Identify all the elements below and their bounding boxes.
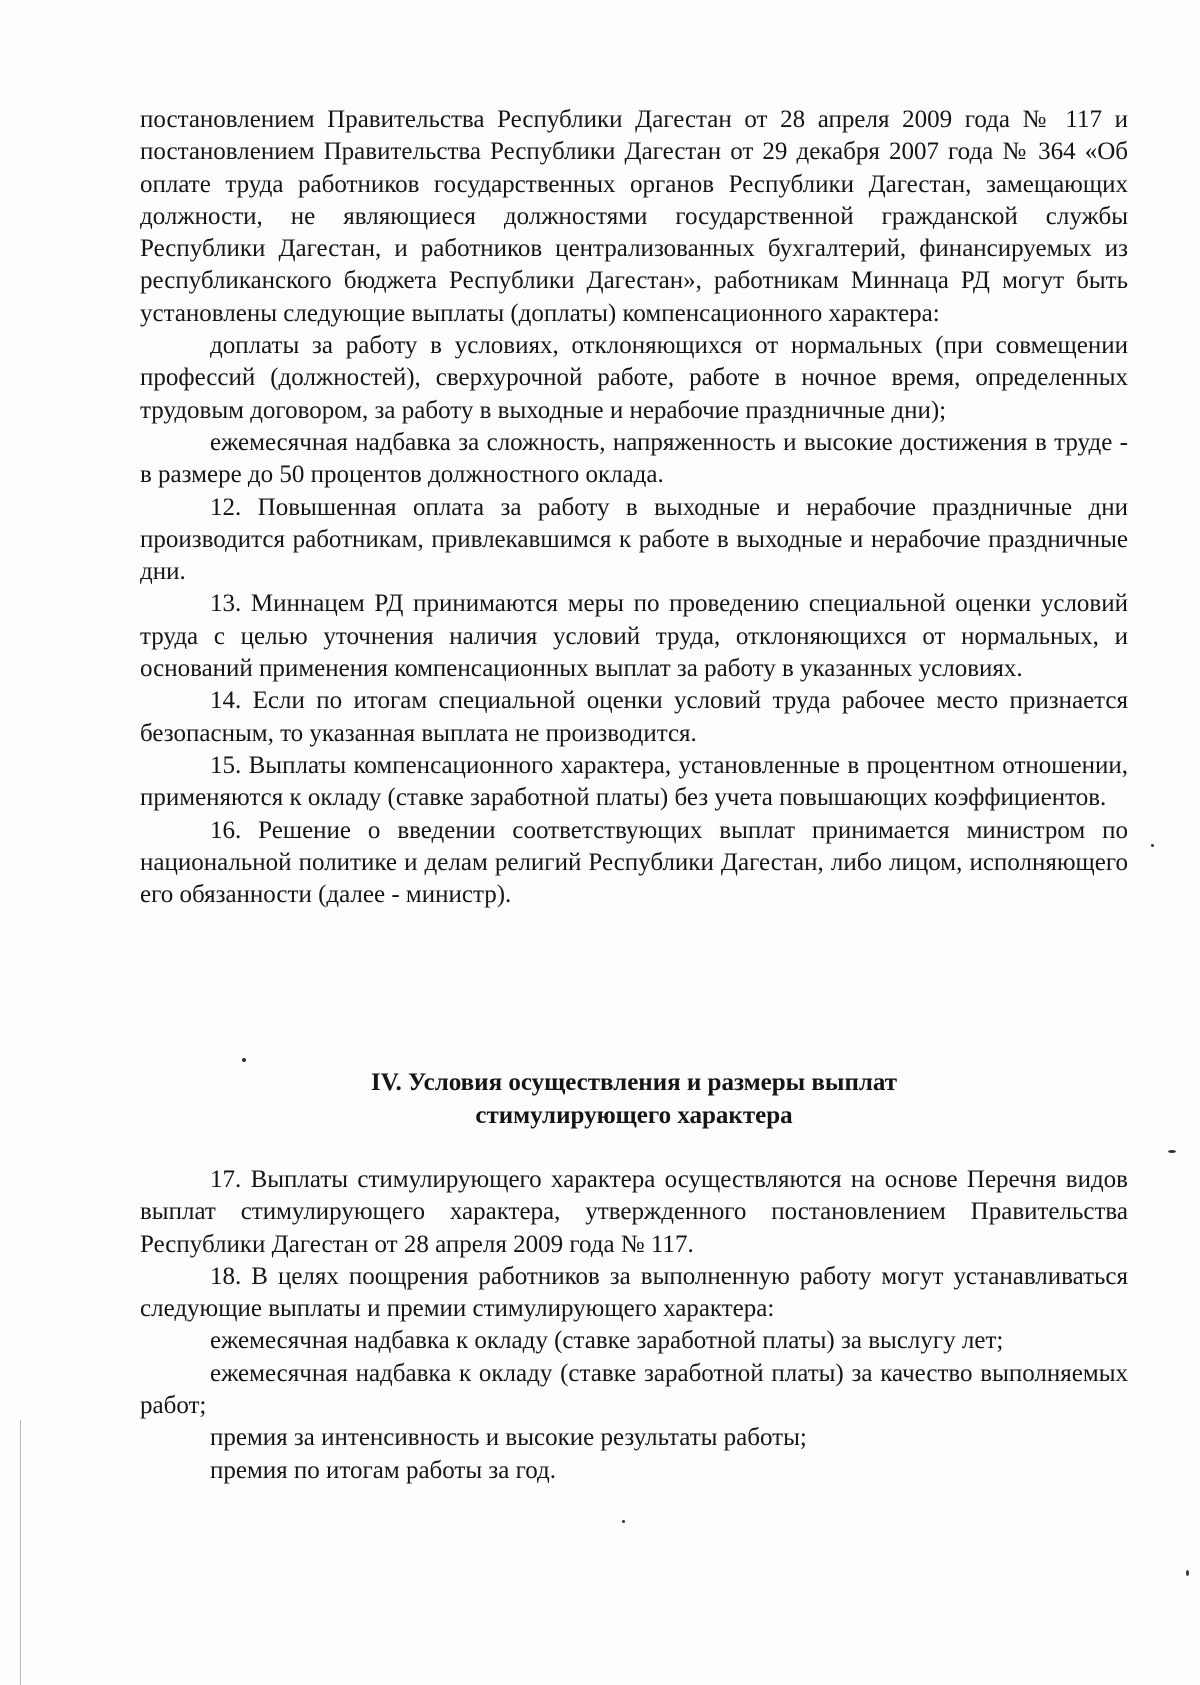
- section-heading-line1: IV. Условия осуществления и размеры выплат: [370, 1069, 898, 1096]
- scan-speck: [1151, 844, 1154, 847]
- paragraph-intro-continuation: постановлением Правительства Республики Дагестан от 28 апреля 2009 года № 117 и постановлением Правительства Республики Дагестан от 29 декабря 2007 года № 364 «Об оплате труда работников государственных органов Республики Дагестан, замещающих должности, не являющиеся должностями государственной гражданской службы Республики Дагестан, и работников централизованных бухгалтерий, финансируемых из республиканского бюджета Республики Дагестан», работникам Миннаца РД могут быть установлены следующие выплаты (доплаты) компенсационного характера:: [140, 106, 1128, 327]
- paragraph-item-18: 18. В целях поощрения работников за выполненную работу могут устанавливаться следующие выплаты и премии стимулирующего характера:: [140, 1262, 1128, 1323]
- scan-speck: [622, 1520, 625, 1523]
- section-heading: [140, 1066, 1128, 1132]
- paragraph-item-14: 14. Если по итогам специальной оценки условий труда рабочее место признается безопасным, то указанная выплата не производится.: [140, 687, 1128, 747]
- scan-edge-line: [20, 1420, 21, 1685]
- list-item-seniority-bonus: ежемесячная надбавка к окладу (ставке заработной платы) за выслугу лет;: [210, 1327, 1004, 1355]
- body-text-part1: [140, 104, 1128, 911]
- paragraph-item-17: 17. Выплаты стимулирующего характера осуществляются на основе Перечня видов выплат стимулирующего характера, утвержденного постановлением Правительства Республики Дагестан от 28 апреля 2009 года № 117.: [140, 1166, 1128, 1258]
- scan-speck: [1186, 1570, 1189, 1576]
- scan-speck: [242, 1058, 246, 1062]
- scan-speck: [1168, 1150, 1176, 1153]
- list-item-intensity-premium: премия за интенсивность и высокие результаты работы;: [210, 1424, 807, 1452]
- paragraph-compensation-complexity: ежемесячная надбавка за сложность, напряженность и высокие достижения в труде - в размере до 50 процентов должностного оклада.: [140, 428, 1128, 489]
- paragraph-item-15: 15. Выплаты компенсационного характера, установленные в процентном отношении, применяются к окладу (ставке заработной платы) без учета повышающих коэффициентов.: [140, 751, 1128, 812]
- paragraph-compensation-overtime: доплаты за работу в условиях, отклоняющихся от нормальных (при совмещении профессий (должностей), сверхурочной работе, работе в ночное время, определенных трудовым договором, за работу в выходные и нерабочие праздничные дни);: [140, 332, 1128, 424]
- list-item-annual-premium: премия по итогам работы за год.: [210, 1456, 557, 1484]
- body-text-part2: [140, 1164, 1128, 1487]
- paragraph-item-12: 12. Повышенная оплата за работу в выходные и нерабочие праздничные дни производится работникам, привлекавшимся к работе в выходные и нерабочие праздничные дни.: [140, 493, 1128, 586]
- paragraph-item-13: 13. Миннацем РД принимаются меры по проведению специальной оценки условий труда с целью уточнения наличия условий труда, отклоняющихся от нормальных, и оснований применения компенсационных выплат за работу в указанных условиях.: [140, 590, 1128, 683]
- list-item-quality-bonus: ежемесячная надбавка к окладу (ставке заработной платы) за качество выполняемых работ;: [140, 1359, 1128, 1420]
- section-heading-line2: стимулирующего характера: [475, 1102, 793, 1129]
- paragraph-item-16: 16. Решение о введении соответствующих выплат принимается министром по национальной политике и делам религий Республики Дагестан, либо лицом, исполняющего его обязанности (далее - министр).: [140, 816, 1128, 909]
